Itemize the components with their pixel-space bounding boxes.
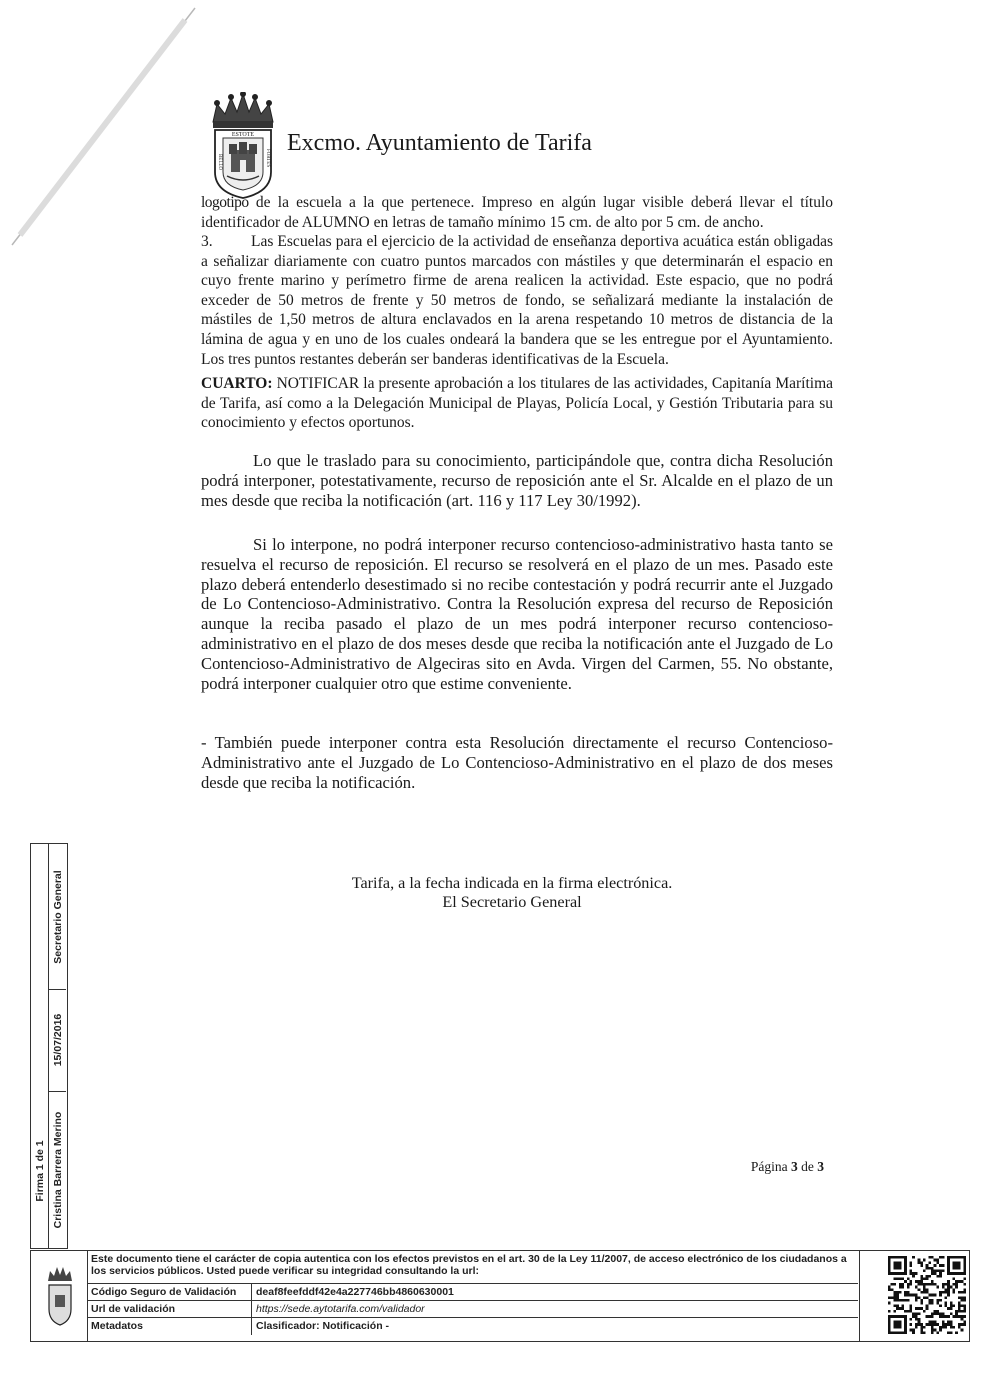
svg-text:ESTOTE: ESTOTE (231, 132, 255, 138)
paragraph-interpone: Si lo interpone, no podrá interponer recurso contencioso-administrativo hasta tanto se resuelva el recurso de reposición. El recurso se resolverá en el plazo de un mes. Pasado este plazo deberá entenderlo desestimado si no recibe contestación y podrá recurrir ante el Juzgado de Lo Contencioso-Administrativo. Contra la Resolución expresa del recurso de Reposición aunque la reciba pasado el plazo de un mes podrá interponer recurso contencioso-administrativo en el plazo de dos meses desde que reciba la notificación ante el Juzgado de Lo Contencioso-Administrativo de Algeciras sito en Avda. Virgen del Carmen, 55. No obstante, podrá interponer cualquier otro que estime conveniente. (201, 535, 833, 693)
closing-signer-title: El Secretario General (442, 893, 582, 911)
svg-text:FORTES: FORTES (265, 148, 270, 168)
cuarto-text: NOTIFICAR la presente aprobación a los titulares de las actividades, Capitanía Marítima de Tarifa, así como a la Delegación Municipal de Playas, Policía Local, y Gestión Tributaria para su conocimiento y efectos oportunos. (201, 375, 833, 432)
page-total: 3 (817, 1159, 824, 1174)
verification-qr-cell (859, 1251, 970, 1341)
item-number: 3. (201, 233, 213, 250)
coat-of-arms-small-icon (45, 1265, 75, 1329)
page-current: 3 (791, 1159, 798, 1174)
letterhead (205, 92, 625, 202)
verification-main (88, 1251, 858, 1341)
signature-strip-left-column (31, 844, 49, 1248)
coat-of-arms-icon (205, 92, 281, 200)
signature-strip (30, 843, 68, 1249)
signature-firma-cell (31, 1094, 48, 1248)
signature-role-cell (49, 844, 66, 990)
verification-logo-cell (31, 1251, 88, 1341)
verification-key: Metadatos (91, 1320, 143, 1332)
organization-name: Excmo. Ayuntamiento de Tarifa (287, 130, 592, 156)
scan-fold-artifact (0, 0, 220, 260)
verification-box (30, 1250, 970, 1342)
cuarto-label: CUARTO: (201, 375, 273, 392)
paragraph-cuarto (201, 374, 833, 433)
verification-url-link[interactable]: https://sede.aytotarifa.com/validador (256, 1303, 425, 1315)
signature-role: Secretario General (51, 869, 64, 964)
signature-date: 15/07/2016 (51, 1013, 64, 1067)
verification-row-csv (88, 1283, 858, 1301)
verification-key: Código Seguro de Validación (91, 1286, 237, 1298)
svg-text:BELLO: BELLO (217, 153, 222, 171)
verification-row-metadata (88, 1317, 858, 1335)
verification-divider (251, 1318, 252, 1335)
page-label: Página (750, 1159, 788, 1174)
paragraph-logo (201, 193, 833, 232)
verification-notice: Este documento tiene el carácter de copia autentica con los efectos previstos en el art. 30 de la Ley 11/2007, de acceso electrónico de los ciudadanos a los servicios públicos. Usted puede verificar su integridad consultando la url: (91, 1253, 847, 1277)
qr-code-icon (888, 1256, 966, 1334)
paragraph-logo-rest: de la escuela a la que pertenece. Impreso en algún lugar visible deberá llevar el título identificador de ALUMNO en letras de tamaño mínimo 15 cm. de alto por 5 cm. de ancho. (201, 194, 833, 231)
page-number (751, 1159, 824, 1175)
verification-key: Url de validación (91, 1303, 176, 1315)
paragraph-3 (201, 232, 833, 369)
signature-strip-right-column (49, 844, 66, 1248)
paragraph-tambien: - También puede interponer contra esta Resolución directamente el recurso Contencioso-Administrativo ante el Juzgado de Lo Contencioso-Administrativo en el plazo de dos meses desde que reciba la notificación. (201, 733, 833, 792)
signature-firma: Firma 1 de 1 (33, 1140, 46, 1202)
page-of: de (801, 1159, 814, 1174)
closing-place-date: Tarifa, a la fecha indicada en la firma electrónica. (351, 874, 673, 892)
paragraph-traslado: Lo que le traslado para su conocimiento, participándole que, contra dicha Resolución podrá interponer, potestativamente, recurso de reposición ante el Sr. Alcalde en el plazo de un mes desde que reciba la notificación (art. 116 y 117 Ley 30/1992). (201, 451, 833, 510)
item-3-text: Las Escuelas para el ejercicio de la actividad de enseñanza deportiva acuática están obligadas a señalizar diariamente con cuatro puntos marcados con mástiles y que determinarán el espacio en cuyo frente marino y perímetro firme de arena realicen la actividad. Este espacio, que no podrá exceder de 50 metros de frente y 50 metros de fondo, se señalizará mediante la instalación de mástiles de 1,50 metros de altura enclavados en la arena respetando 10 metros de distancia de la lámina de agua y en uno de los cuales ondeará la bandera que se les entregue por el Ayuntamiento. Los tres puntos restantes deberán ser banderas identificativas de la Escuela. (201, 233, 833, 368)
signature-name-cell (49, 1091, 66, 1248)
verification-divider (251, 1301, 252, 1318)
verification-metadata: Clasificador: Notificación - (256, 1320, 390, 1332)
signature-date-cell (49, 989, 66, 1092)
verification-row-url (88, 1300, 858, 1318)
verification-code: deaf8feefddf42e4a227746bb4860630001 (256, 1286, 454, 1298)
logo-word: logotipo (201, 194, 249, 211)
verification-divider (251, 1284, 252, 1301)
signature-name: Cristina Barrera Merino (51, 1111, 64, 1228)
